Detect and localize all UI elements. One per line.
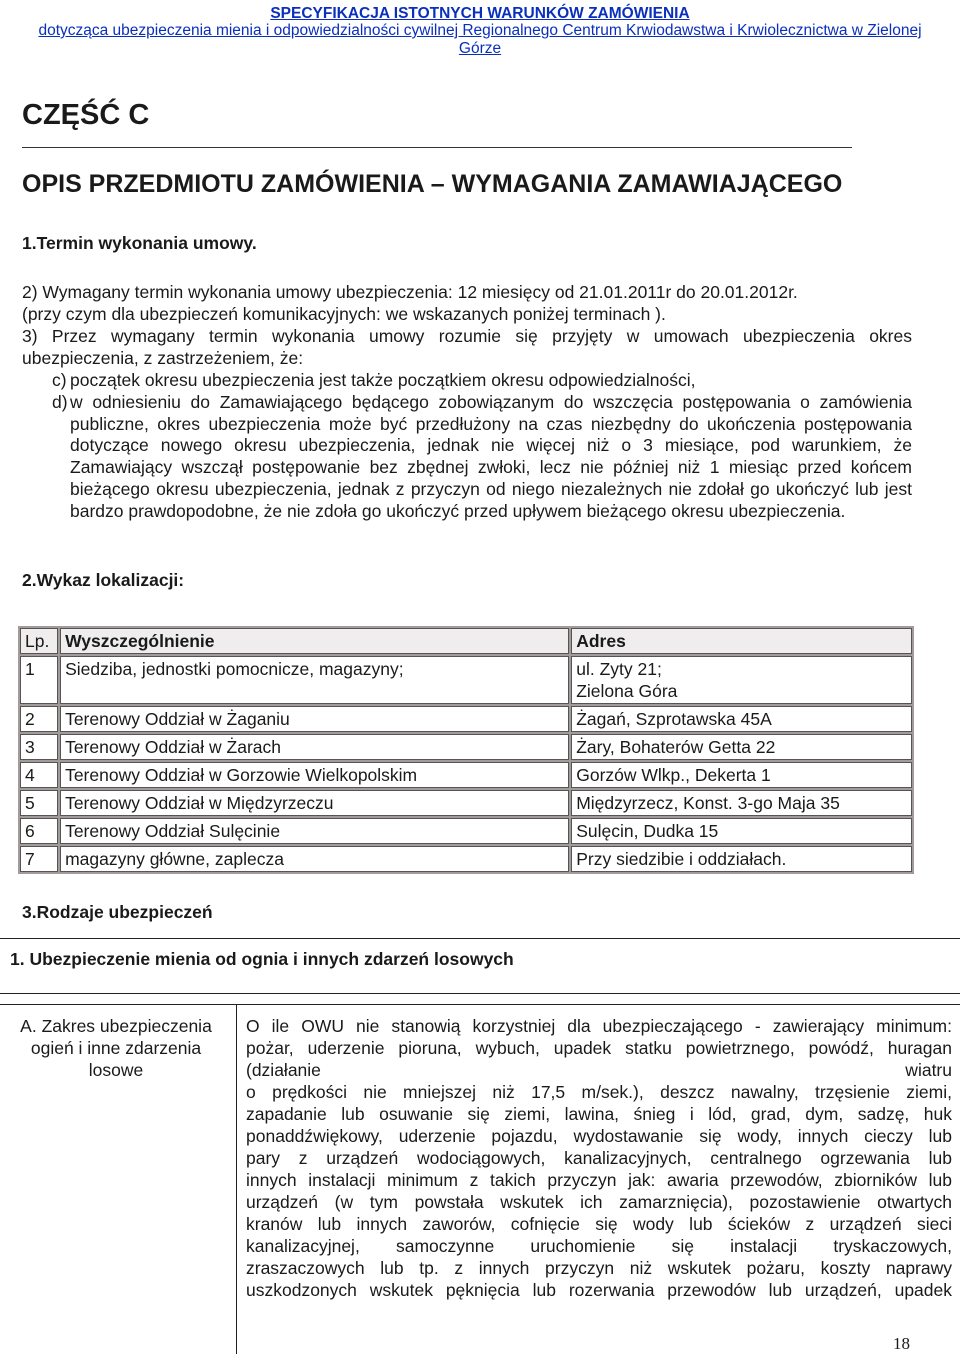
scope-line: ponaddźwiękowy, uderzenie pojazdu, wydostawanie się wody, innych cieczy lub [246,1126,952,1146]
scope-line: O ile OWU nie stanowią korzystniej dla ubezpieczającego - zawierający minimum: [246,1016,952,1036]
title-rule [22,147,852,148]
paragraph-3 [22,326,912,369]
table-row [20,734,912,760]
table-row [20,846,912,872]
table-row [20,790,912,816]
cell-name: Terenowy Oddział w Żaganiu [60,706,569,732]
cell-address: Sulęcin, Dudka 15 [571,818,912,844]
column-header-name: Wyszczególnienie [60,628,569,654]
item-c-marker: c) [52,370,67,390]
scope-line: pożar, uderzenie pioruna, wybuch, upadek statku powietrznego, powódź, huragan [246,1038,952,1058]
scope-line: kanalizacyjnej, samoczynne uruchomienie się instalacji tryskaczowych, [246,1236,952,1256]
cell-address: Przy siedzibie i oddziałach. [571,846,912,872]
scope-line: kranów lub innych zaworów, cofnięcie się wody lub ścieków z urządzeń sieci [246,1214,952,1234]
table-row [20,762,912,788]
section1-heading: 1.Termin wykonania umowy. [22,233,257,253]
scope-label: A. Zakres ubezpieczenia ogień i inne zdarzenia losowe [20,1016,212,1080]
scope-table-top-border [0,1004,960,1005]
table-row [20,818,912,844]
item-d-text: w odniesieniu do Zamawiającego będącego zobowiązanym do wszczęcia postępowania o zamówienia publiczne, okres ubezpieczenia może być przedłużony na czas niezbędny do ukończenia postępowania dotyczące nowego okresu ubezpieczenia, jednak nie więcej niż o 3 miesiące, pod warunkiem, że Zamawiający wszczął postępowanie bez zbędnej zwłoki, lecz nie później niż 1 miesiąc przed końcem bieżącego okresu ubezpieczenia, jednak z przyczyn od niego niezależnych nie zdołał go ukończyć lub jest bardzo prawdopodobne, że nie zdoła go ukończyć przed upływem bieżącego okresu ubezpieczenia. [70,392,912,521]
header-title: SPECYFIKACJA ISTOTNYCH WARUNKÓW ZAMÓWIENIA [270,5,690,22]
item-d-marker: d) [52,392,68,412]
locations-table [18,626,914,874]
paragraph-2-line1: 2) Wymagany termin wykonania umowy ubezpieczenia: 12 miesięcy od 21.01.2011r do 20.01.2012r. [22,282,798,302]
cell-address: Żary, Bohaterów Getta 22 [571,734,912,760]
cell-lp: 2 [20,706,58,732]
table-header-row [20,628,912,654]
scope-line: urządzeń (w tym powstała wskutek ich zamarznięcia), pozostawienie otwartych [246,1192,952,1212]
paragraph-3-text: 3) Przez wymagany termin wykonania umowy rozumie się przyjęty w umowach ubezpieczenia okres ubezpieczenia, z zastrzeżeniem, że: [22,326,912,368]
cell-lp: 6 [20,818,58,844]
cell-name: Terenowy Oddział w Żarach [60,734,569,760]
scope-line: zraszaczowych lub tp. z innych przyczyn niż wskutek pożaru, koszty naprawy [246,1258,952,1278]
scope-table-divider [236,1004,237,1354]
item-c-text: początek okresu ubezpieczenia jest także początkiem okresu odpowiedzialności, [70,370,696,390]
cell-address: Gorzów Wlkp., Dekerta 1 [571,762,912,788]
cell-address-line1: ul. Zyty 21; [576,659,662,679]
cell-lp: 7 [20,846,58,872]
cell-lp: 5 [20,790,58,816]
cell-name: Terenowy Oddział w Gorzowie Wielkopolskim [60,762,569,788]
scope-line: innych instalacji minimum z takich przyczyn jak: awaria przewodów, zbiorników lub [246,1170,952,1190]
cell-name: Terenowy Oddział w Międzyrzeczu [60,790,569,816]
insurance-1-title: 1. Ubezpieczenie mienia od ognia i innych zdarzeń losowych [10,949,514,969]
section3-heading: 3.Rodzaje ubezpieczeń [22,902,213,922]
table-row [20,706,912,732]
cell-name: Terenowy Oddział Sulęcinie [60,818,569,844]
part-title: CZĘŚĆ C [22,99,150,131]
scope-line: pary z urządzeń wodociągowych, kanalizacyjnych, centralnego ogrzewania lub [246,1148,952,1168]
cell-address: Międzyrzecz, Konst. 3-go Maja 35 [571,790,912,816]
page-number: 18 [893,1334,910,1353]
header-subtitle: dotycząca ubezpieczenia mienia i odpowiedzialności cywilnej Regionalnego Centrum Krwiodawstwa i Krwiolecznictwa w Zielonej Górze [38,22,922,57]
cell-lp: 3 [20,734,58,760]
scope-line: o prędkości nie mniejszej niż 17,5 m/sek.), deszcz nawalny, trzęsienie ziemi, [246,1082,952,1102]
paragraph-2-line2: (przy czym dla ubezpieczeń komunikacyjnych: we wskazanych poniżej terminach ). [22,304,666,324]
scope-line: zapadanie lub osuwanie się ziemi, lawina, śnieg i lód, grad, dym, sadzę, huk [246,1104,952,1124]
column-header-address: Adres [571,628,912,654]
cell-address-line2: Zielona Góra [576,681,678,701]
cell-name: magazyny główne, zaplecza [60,846,569,872]
cell-address [571,656,912,704]
table-row [20,656,912,704]
section2-heading: 2.Wykaz lokalizacji: [22,570,185,590]
scope-description [246,1015,952,1301]
main-title: OPIS PRZEDMIOTU ZAMÓWIENIA – WYMAGANIA ZAMAWIAJĄCEGO [22,170,843,198]
cell-name: Siedziba, jednostki pomocnicze, magazyny; [60,656,569,704]
scope-line: (działanie wiatru [246,1060,952,1080]
cell-lp: 1 [20,656,58,704]
cell-address: Żagań, Szprotawska 45A [571,706,912,732]
cell-lp: 4 [20,762,58,788]
insurance-1-title-box [0,938,960,994]
scope-line: uszkodzonych wskutek pęknięcia lub rozerwania przewodów lub urządzeń, upadek [246,1280,952,1300]
column-header-lp: Lp. [20,628,58,654]
